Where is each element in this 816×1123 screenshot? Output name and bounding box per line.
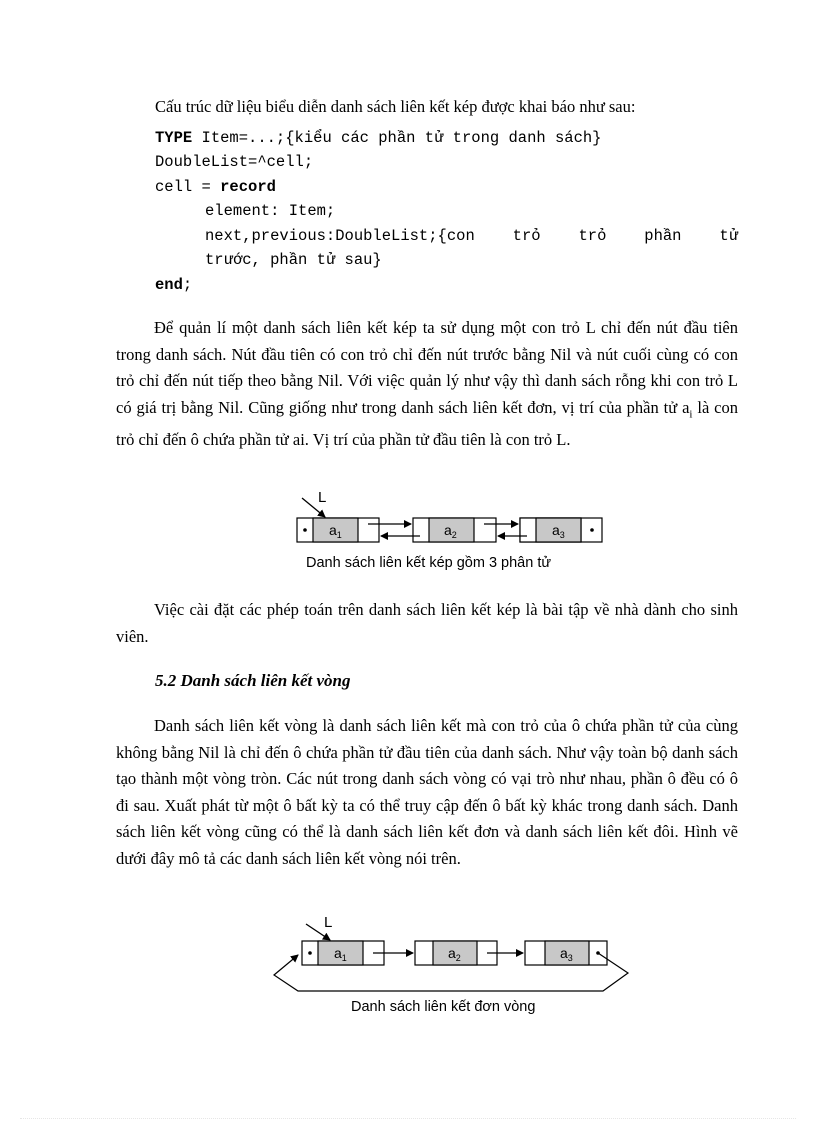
nil-dot [303,528,307,532]
list-node-2 [415,941,497,965]
pointer-label-l: L [318,489,327,506]
figure-1-caption: Danh sách liên kết kép gồm 3 phân tử [306,555,552,571]
code-end-suffix: ; [182,276,193,294]
code-line-7 [155,273,192,298]
code-line-6: trước, phần tử sau} [205,251,382,269]
intro-text: Cấu trúc dữ liệu biểu diễn danh sách liên kết kép được khai báo như sau: [155,97,636,116]
code-keyword-end: end [155,276,183,294]
paragraph-circular-list-text: Danh sách liên kết vòng là danh sách liên kết mà con trỏ của ô chứa phần tử của cùng không bằng Nil là chỉ đến ô chứa phần tử đầu tiên của danh sách. Như vậy toàn bộ danh sách tạo thành một vòng tròn. Các nút trong danh sách vòng có vại trò như nhau, phần ô đều có ô đi sau. Xuất phát từ một ô bất kỳ ta có thể truy cập đến ô bất kỳ khác trong danh sách. Danh sách liên kết vòng cũng có thể là danh sách liên kết đơn và danh sách liên kết đôi. Hình vẽ dưới đây mô tả các danh sách liên kết vòng nói trên. [116,716,738,868]
list-node-1 [302,941,384,965]
pointer-label-l: L [324,914,333,931]
list-node-3 [520,518,602,542]
code-line-1 [155,126,602,151]
section-heading: 5.2 Danh sách liên kết vòng [155,671,351,690]
paragraph-exercise [116,597,738,650]
code-line-1-rest: Item=...;{kiểu các phần tử trong danh sách} [192,129,602,147]
node-3-label: $a_3$ [552,522,565,540]
node-2-label: $a_2$ [444,522,457,540]
paragraph-doubly-linked-text-end: là con trỏ chỉ đến ô chứa phần tử ai. Vị trí của phần tử đầu tiên là con trỏ L. [116,397,739,450]
list-node-1 [297,518,379,542]
list-node-2 [413,518,496,542]
paragraph-doubly-linked-text: Để quản lí một danh sách liên kết kép ta sử dụng một con trỏ L chỉ đến nút đầu tiên trong danh sách. Nút đầu tiên có con trỏ chỉ đến nút trước bằng Nil và nút cuối cùng có con trỏ chỉ đến nút tiếp theo bằng Nil. Với việc quản lý như vậy thì danh sách rỗng khi con trỏ L có giá trị bằng Nil. Cũng giống như trong danh sách liên kết đơn, vị trí của phần tử a [116,318,738,417]
page-bottom-rule [20,1118,796,1119]
doubly-linked-list-figure [280,486,620,548]
dot-marker [308,951,312,955]
code-line-5: next,previous:DoubleList;{con trỏ trỏ phần tử [205,227,738,245]
code-line-2: DoubleList=^cell; [155,153,314,171]
code-keyword-type: TYPE [155,129,193,147]
code-line-4: element: Item; [205,202,336,220]
list-node-3 [525,941,607,965]
node-2-label: $a_2$ [448,945,461,963]
node-3-label: $a_3$ [560,945,573,963]
nil-dot [590,528,594,532]
code-line-3-start: cell = [155,178,221,196]
paragraph-exercise-text: Việc cài đặt các phép toán trên danh sách liên kết kép là bài tập về nhà dành cho sinh viên. [116,600,738,646]
code-line-3 [155,175,276,200]
subscript-i: i [689,407,693,420]
node-1-label: $a_1$ [329,522,342,540]
paragraph-circular-list [116,713,738,872]
circular-linked-list-figure [268,911,638,997]
node-1-label: $a_1$ [334,945,347,963]
figure-2-caption: Danh sách liên kết đơn vòng [351,999,536,1015]
code-keyword-record: record [220,178,276,196]
paragraph-doubly-linked [116,315,738,454]
